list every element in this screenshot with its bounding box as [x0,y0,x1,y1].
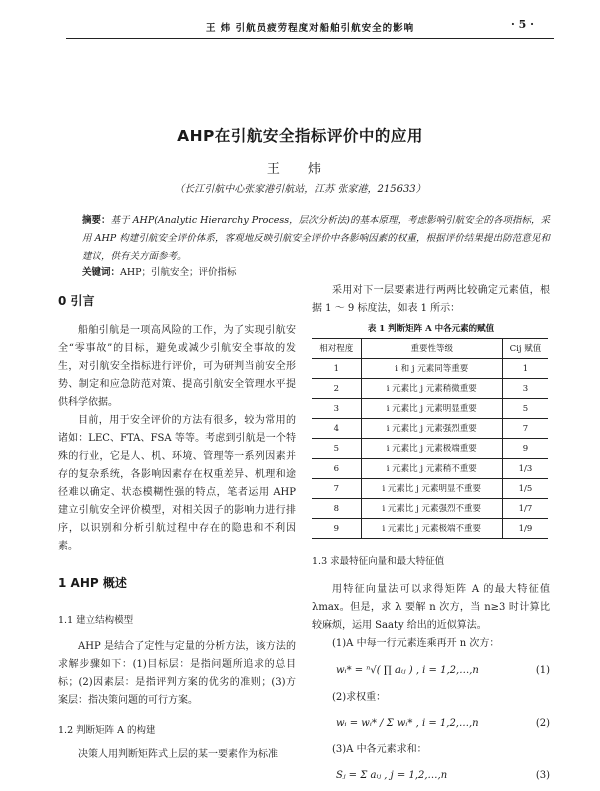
equation-3-body: Sⱼ = Σ aᵢⱼ , j = 1,2,…,n [336,770,448,781]
table-cell: 5 [502,399,548,419]
table-row [312,399,548,419]
section-1-heading: 1 AHP 概述 [58,576,127,590]
table-cell: i 元素比 j 元素稍微重要 [361,379,502,399]
paper-title: AHP在引航安全指标评价中的应用 [177,127,423,145]
right-column [312,282,550,791]
section-1-1-heading: 1.1 建立结构模型 [58,615,134,626]
intro-paragraph-2: 目前，用于安全评价的方法有很多，较为常用的诸如：LEC、FTA、FSA 等等。考虑到引航是一个特殊的行业，它是人、机、环境、管理等一系列因素并存的复杂系统，各影响因素存在权重差异、机理和途径难以确定、状态模糊性强的特点，笔者运用 AHP 建立引航安全评价模型，对相关因子的影响力进行排序，以识别和分析引航过程中存在的隐患和不利因素。 [58,415,296,552]
header-rule [66,38,554,39]
equation-2-number: (2) [535,718,550,729]
table-cell: i 元素比 j 元素明显重要 [361,399,502,419]
table-row [312,439,548,459]
table-cell: 1/3 [502,459,548,479]
page-header [0,6,600,40]
matrix-paragraph: 决策人用判断矩阵式上层的某一要素作为标准 [78,749,278,760]
equation-2 [312,707,550,741]
table-cell: 3 [312,399,361,419]
table-cell: 3 [502,379,548,399]
affiliation: （长江引航中心张家港引航站，江苏 张家港，215633） [174,184,426,195]
ahp-paragraph: AHP 是结合了定性与定量的分析方法，该方法的求解步骤如下：(1)目标层：是指问题所追求的总目标；(2)因素层：是指评判方案的优劣的准则；(3)方案层：指决策问题的可行方案。 [58,641,296,706]
table-caption: 表 1 判断矩阵 A 中各元素的赋值 [367,324,495,334]
equation-3-number: (3) [535,770,550,781]
equation-1-number: (1) [535,665,550,676]
table-header-cell: 重要性等级 [361,339,502,359]
equation-1 [312,653,550,689]
table-row [312,519,548,539]
table-cell: 8 [312,499,361,519]
table-cell: i 元素比 j 元素极端重要 [361,439,502,459]
equation-1-body: wᵢ* = ⁿ√( ∏ aᵢⱼ ) , i = 1,2,…,n [336,665,479,676]
table-cell: i 元素比 j 元素稍不重要 [361,459,502,479]
author: 王 炜 [266,162,334,177]
equation-2-body: wᵢ = wᵢ* / Σ wᵢ* , i = 1,2,…,n [336,718,479,729]
intro-paragraph-1: 船舶引航是一项高风险的工作，为了实现引航安全“零事故”的目标，避免或减少引航安全事故的发生，对引航安全指标进行评价，可为研判当前安全形势、制定和应急防范对策、提高引航安全管理水平提供科学依据。 [58,325,296,408]
table-cell: 1 [312,359,361,379]
table-cell: 7 [502,419,548,439]
table-cell: 9 [312,519,361,539]
table-row [312,419,548,439]
section-0-heading: 0 引言 [58,294,95,308]
table-cell: i 元素比 j 元素强烈重要 [361,419,502,439]
running-title: 王 炜 引航员疲劳程度对船舶引航安全的影响 [206,23,415,34]
step-1: (1)A 中每一行元素连乘再开 n 次方： [332,638,500,649]
table-row [312,479,548,499]
abstract-label: 摘要： [82,215,111,226]
abstract [82,212,550,266]
table-cell: 9 [502,439,548,459]
table-header-cell: 相对程度 [312,339,361,359]
table-row [312,379,548,399]
table-header-row [312,339,548,359]
table-row [312,359,548,379]
keywords-label: 关键词： [82,267,121,278]
table-cell: 6 [312,459,361,479]
table-cell: 1/7 [502,499,548,519]
table-cell: 7 [312,479,361,499]
table-cell: i 元素比 j 元素明显不重要 [361,479,502,499]
table-cell: 2 [312,379,361,399]
eigen-paragraph: 用特征向量法可以求得矩阵 A 的最大特征值 λmax。但是，求 λ 要解 n 次方，当 n≥3 时计算比较麻烦，运用 Saaty 给出的近似算法。 [312,584,550,631]
table-row [312,499,548,519]
scale-table [312,338,548,539]
abstract-text: 基于 AHP(Analytic Hierarchy Process，层次分析法)的基本原理，考虑影响引航安全的各项指标，采用 AHP 构建引航安全评价体系，客观地反映引航安全评价中各影响因素的权重，根据评价结果提出防范意见和建议，供有关方面参考。 [82,215,550,262]
step-3: (3)A 中各元素求和： [332,744,427,755]
table-cell: i 元素比 j 元素极端不重要 [361,519,502,539]
table-cell: 1 [502,359,548,379]
table-cell: 1/9 [502,519,548,539]
table-cell: 4 [312,419,361,439]
scale-paragraph: 采用对下一层要素进行两两比较确定元素值，根据 1 ～ 9 标度法，如表 1 所示： [312,285,550,314]
keywords [82,264,550,278]
equation-3 [312,759,550,791]
keywords-text: AHP；引航安全；评价指标 [120,267,237,278]
table-cell: i 元素比 j 元素强烈不重要 [361,499,502,519]
page-number: · 5 · [511,18,534,31]
table-header-cell: Cij 赋值 [502,339,548,359]
section-1-3-heading: 1.3 求最特征向量和最大特征值 [312,556,445,567]
table-cell: 1/5 [502,479,548,499]
step-2: (2)求权重： [332,692,387,703]
left-column [58,292,296,764]
table-cell: 5 [312,439,361,459]
table-cell: i 和 j 元素同等重要 [361,359,502,379]
section-1-2-heading: 1.2 判断矩阵 A 的构建 [58,725,156,736]
table-row [312,459,548,479]
